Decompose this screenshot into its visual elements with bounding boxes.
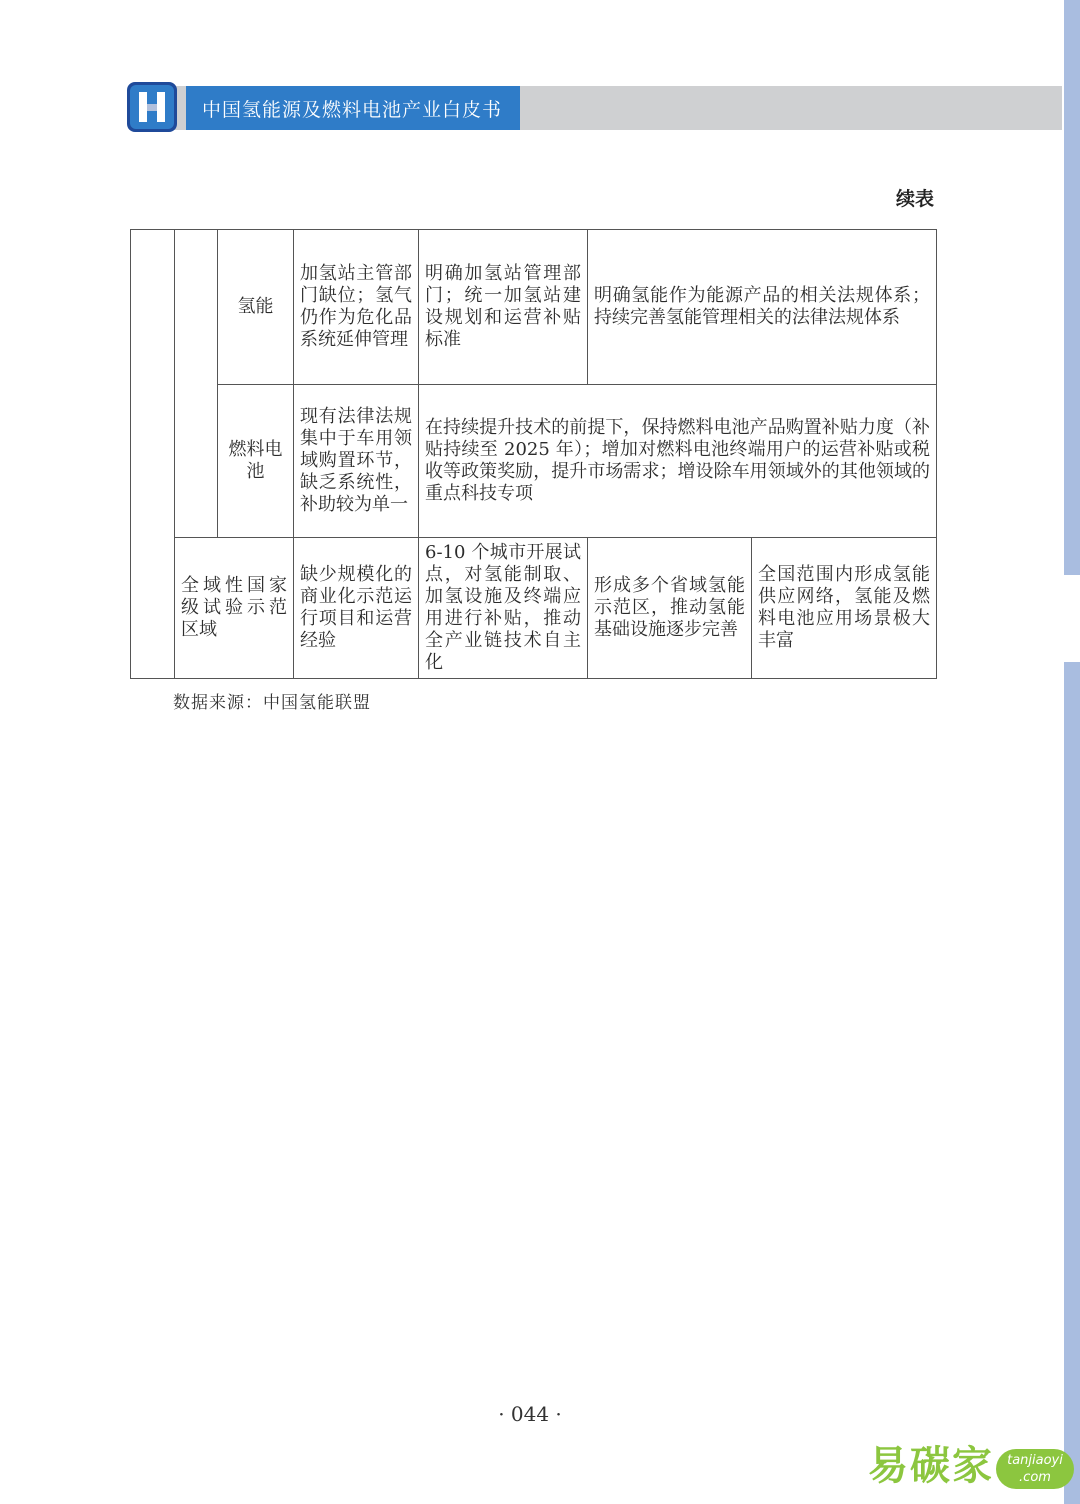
watermark-brand-text: 易碳家 — [868, 1443, 994, 1489]
category-cell: 全域性国家级试验示范区域 — [175, 538, 294, 679]
page-number: · 044 · — [498, 1402, 562, 1426]
hydrogen-logo-icon — [127, 82, 177, 132]
continued-table-label: 续表 — [895, 188, 934, 210]
right-edge-strip-top — [1064, 0, 1080, 575]
data-source-note: 数据来源：中国氢能联盟 — [173, 693, 371, 713]
table-row — [131, 230, 937, 385]
category-cell: 氢能 — [218, 230, 294, 385]
table-row — [131, 538, 937, 679]
problem-cell: 缺少规模化的商业化示范运行项目和运营经验 — [294, 538, 419, 679]
table-row — [131, 385, 937, 538]
problem-cell: 加氢站主管部门缺位；氢气仍作为危化品系统延伸管理 — [294, 230, 419, 385]
policy-table — [130, 229, 937, 679]
short-term-cell: 6-10 个城市开展试点，对氢能制取、加氢设施及终端应用进行补贴，推动全产业链技术自主化 — [419, 538, 588, 679]
mid-term-cell: 形成多个省域氢能示范区，推动氢能基础设施逐步完善 — [588, 538, 752, 679]
right-edge-strip-bottom — [1064, 662, 1080, 1504]
problem-cell: 现有法律法规集中于车用领域购置环节，缺乏系统性，补助较为单一 — [294, 385, 419, 538]
mid-long-term-cell: 明确氢能作为能源产品的相关法规体系；持续完善氢能管理相关的法律法规体系 — [588, 230, 937, 385]
long-term-cell: 全国范围内形成氢能供应网络，氢能及燃料电池应用场景极大丰富 — [752, 538, 937, 679]
inner-blank-cell — [175, 230, 218, 538]
category-cell: 燃料电池 — [218, 385, 294, 538]
outer-blank-cell — [131, 230, 175, 679]
short-term-cell: 明确加氢站管理部门；统一加氢站建设规划和运营补贴标准 — [419, 230, 588, 385]
watermark-badge-line2: .com — [1019, 1470, 1051, 1485]
measures-cell: 在持续提升技术的前提下，保持燃料电池产品购置补贴力度（补贴持续至 2025 年）；增加对燃料电池终端用户的运营补贴或税收等政策奖励，提升市场需求；增设除车用领域外的其他领域的重点科技专项 — [419, 385, 937, 538]
watermark-badge-line1: tanjiaoyi — [1007, 1453, 1063, 1468]
watermark-badge — [996, 1449, 1074, 1489]
document-title: 中国氢能源及燃料电池产业白皮书 — [186, 86, 520, 130]
